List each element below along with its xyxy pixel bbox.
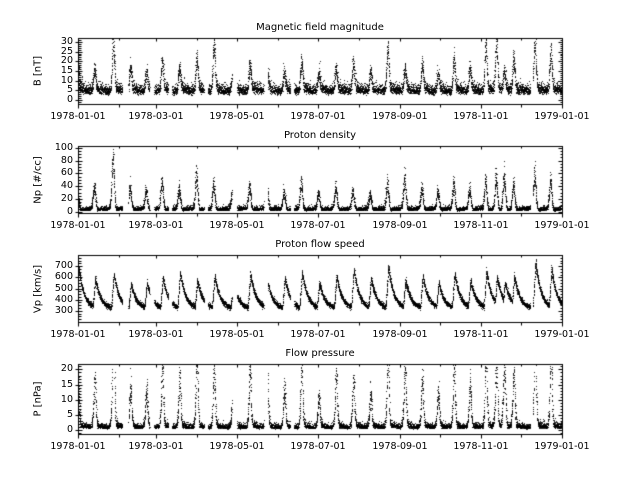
x-tick-label: 1978-05-01 [209,111,265,122]
x-tick-label: 1978-09-01 [372,111,428,122]
y-tick-label: 15 [60,65,73,76]
y-tick-label: 15 [60,379,73,390]
x-tick-label: 1978-07-01 [290,441,346,452]
y-tick-label: 700 [54,260,73,271]
y-tick-label: 100 [54,142,73,153]
x-tick-label: 1978-05-01 [209,329,265,340]
panel-np-y-axis-label: Np [#/cc] [32,155,44,204]
x-tick-label: 1978-09-01 [372,220,428,231]
x-tick-label: 1978-09-01 [372,441,428,452]
panel-p-title: Flow pressure [285,348,355,359]
x-tick-label: 1978-01-01 [50,111,106,122]
y-tick-label: 10 [60,394,73,405]
x-tick-label: 1979-01-01 [534,441,590,452]
y-tick-label: 500 [54,283,73,294]
x-tick-label: 1978-09-01 [372,329,428,340]
x-tick-label: 1978-03-01 [128,329,184,340]
x-tick-label: 1979-01-01 [534,220,590,231]
x-tick-label: 1978-01-01 [50,441,106,452]
x-tick-label: 1978-03-01 [128,220,184,231]
panel-np-title: Proton density [283,130,357,141]
x-tick-label: 1978-11-01 [453,111,509,122]
panel-vp-title: Proton flow speed [275,239,365,250]
x-tick-label: 1978-01-01 [50,220,106,231]
x-tick-label: 1978-07-01 [290,111,346,122]
y-tick-label: 600 [54,271,73,282]
y-tick-label: 20 [60,193,73,204]
y-tick-label: 40 [60,180,73,191]
x-tick-label: 1978-11-01 [453,329,509,340]
panel-b-y-axis-label: B [nT] [32,55,44,87]
panel-vp-y-axis-label: Vp [km/s] [32,264,44,313]
x-tick-label: 1978-05-01 [209,220,265,231]
x-tick-label: 1978-03-01 [128,111,184,122]
y-tick-label: 0 [66,94,73,105]
y-tick-label: 5 [66,84,73,95]
x-tick-label: 1978-01-01 [50,329,106,340]
x-tick-label: 1979-01-01 [534,111,590,122]
y-tick-label: 5 [66,409,73,420]
x-tick-label: 1978-07-01 [290,220,346,231]
x-tick-label: 1978-11-01 [453,220,509,231]
panel-b-title: Magnetic field magnitude [256,22,384,33]
y-tick-label: 25 [60,46,73,57]
y-tick-label: 0 [66,206,73,217]
x-tick-label: 1979-01-01 [534,329,590,340]
x-tick-label: 1978-05-01 [209,441,265,452]
y-tick-label: 20 [60,55,73,66]
y-tick-label: 0 [66,424,73,435]
y-tick-label: 20 [60,363,73,374]
x-tick-label: 1978-11-01 [453,441,509,452]
y-tick-label: 10 [60,75,73,86]
y-tick-label: 400 [54,294,73,305]
panel-p-y-axis-label: P [nPa] [32,381,44,417]
y-tick-label: 80 [60,155,73,166]
y-tick-label: 300 [54,305,73,316]
x-tick-label: 1978-03-01 [128,441,184,452]
x-tick-label: 1978-07-01 [290,329,346,340]
y-tick-label: 60 [60,167,73,178]
y-tick-label: 30 [60,36,73,47]
